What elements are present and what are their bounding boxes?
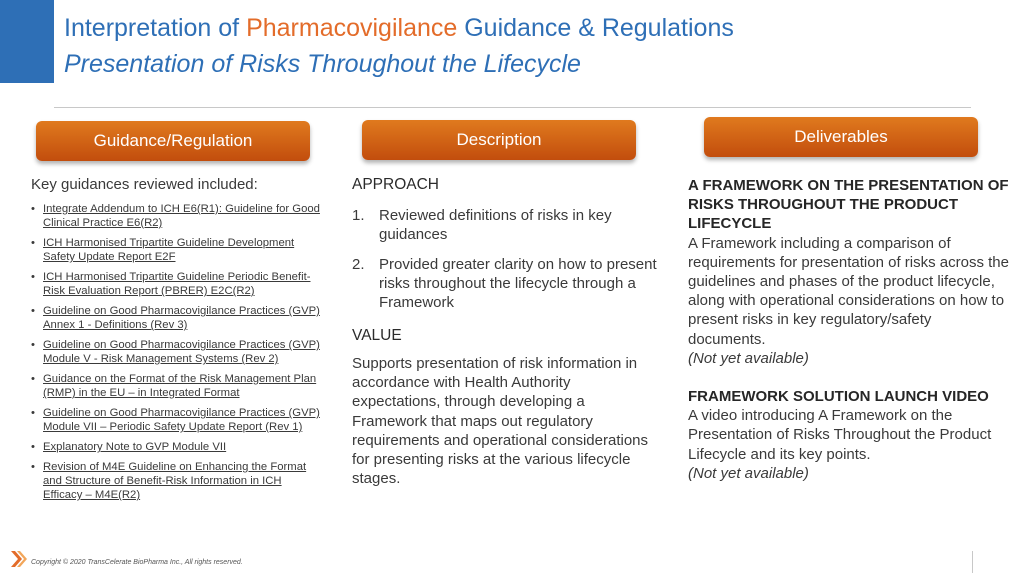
guidance-item[interactable]: • Guideline on Good Pharmacovigilance Practices (GVP) Module VII – Periodic Safety Update Report (Rev 1) (31, 407, 320, 433)
description-column-header: Description (362, 120, 636, 160)
value-label: VALUE (352, 327, 402, 344)
deliverable-title: A FRAMEWORK ON THE PRESENTATION OF RISKS THROUGHOUT THE PRODUCT LIFECYCLE (688, 177, 1009, 233)
corner-divider (972, 551, 973, 573)
guidance-column-header: Guidance/Regulation (36, 121, 310, 161)
guidance-item[interactable]: • Guideline on Good Pharmacovigilance Practices (GVP) Module V - Risk Management Systems (Rev 2) (31, 339, 320, 365)
guidance-item[interactable]: • Integrate Addendum to ICH E6(R1): Guideline for Good Clinical Practice E6(R2) (31, 203, 320, 229)
approach-item: 2. Provided greater clarity on how to present risks throughout the lifecycle through a Framework (352, 256, 657, 311)
title-divider (54, 107, 971, 108)
approach-item: 1. Reviewed definitions of risks in key guidances (352, 207, 612, 243)
guidance-item[interactable]: • Guideline on Good Pharmacovigilance Practices (GVP) Annex 1 - Definitions (Rev 3) (31, 305, 320, 331)
guidance-list (31, 202, 321, 502)
title-accent-bar (0, 0, 54, 83)
guidance-item[interactable]: • Revision of M4E Guideline on Enhancing the Format and Structure of Benefit-Risk Information in ICH Efficacy – M4E(R2) (31, 461, 307, 501)
deliverables-column-header: Deliverables (704, 117, 978, 157)
page-subtitle: Presentation of Risks Throughout the Lifecycle (64, 50, 581, 78)
description-column (352, 176, 662, 488)
title-highlight: Pharmacovigilance (246, 14, 458, 42)
guidance-item[interactable]: • ICH Harmonised Tripartite Guideline Periodic Benefit-Risk Evaluation Report (PBRER) E2C(R2) (31, 271, 311, 297)
guidance-intro: Key guidances reviewed included: (31, 176, 258, 193)
approach-list (352, 206, 662, 312)
guidance-item[interactable]: • ICH Harmonised Tripartite Guideline Development Safety Update Report E2F (31, 237, 295, 263)
footer-copyright: Copyright © 2020 TransCelerate BioPharma Inc., All rights reserved. (31, 559, 243, 566)
value-text: Supports presentation of risk information in accordance with Health Authority expectations, through developing a Framework that maps out regulatory requirements and operational considerations for presenting risks at the various lifecycle stages. (352, 355, 649, 488)
deliverable-note: (Not yet available) (688, 349, 809, 367)
deliverable-text: A Framework including a comparison of requirements for presentation of risks across the guidelines and phases of the product lifecycle, along with operational considerations on how to present risks in key regulatory/safety documents. (688, 234, 1009, 348)
deliverables-column (688, 176, 1010, 483)
approach-label: APPROACH (352, 176, 439, 193)
guidance-item[interactable]: • Explanatory Note to GVP Module VII (31, 441, 227, 453)
guidance-column (31, 176, 321, 508)
page-title: Interpretation of Pharmacovigilance Guidance & Regulations (64, 14, 734, 42)
deliverable-note: (Not yet available) (688, 464, 809, 482)
transcelerate-logo-icon (8, 549, 28, 569)
deliverable-title: FRAMEWORK SOLUTION LAUNCH VIDEO (688, 388, 989, 406)
guidance-item[interactable]: • Guidance on the Format of the Risk Management Plan (RMP) in the EU – in Integrated Format (31, 373, 317, 399)
deliverable-text: A video introducing A Framework on the Presentation of Risks Throughout the Product Lifecycle and its key points. (688, 407, 992, 463)
